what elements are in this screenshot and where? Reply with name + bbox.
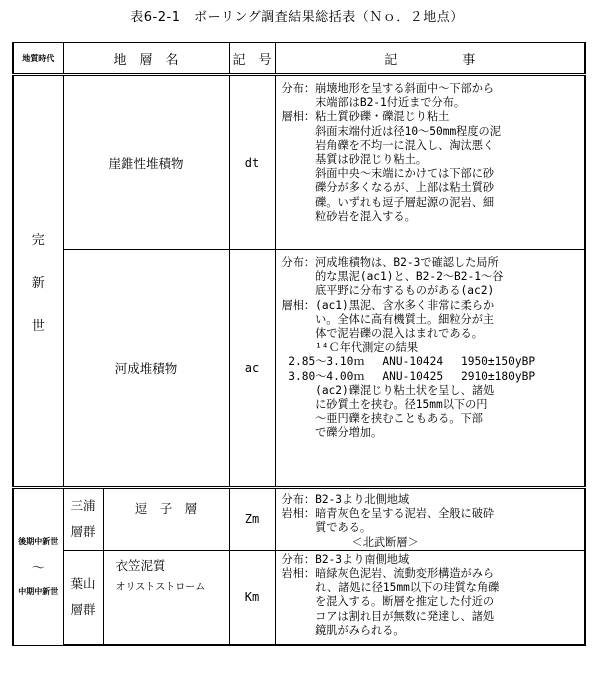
stratum-description [275, 550, 585, 645]
description-line: 礫分が多くなるが、上部は粘土質砂 [281, 181, 495, 195]
group-name-line: 層群 [70, 602, 96, 618]
description-line: 岩相：暗青灰色を呈する泥岩、全般に破砕 [281, 507, 495, 521]
table-row [13, 75, 585, 250]
description-line: 末端部はB2-1付近まで分布。 [281, 96, 466, 110]
description-line: 基質は砂混じり粘土。 [281, 153, 427, 167]
stratum-name-line: 衣笠泥質 [115, 557, 166, 573]
stratum-symbol: Zm [229, 488, 275, 551]
description-line: 2.85～3.10ｍ ANU-10424 1950±150yBP [281, 355, 536, 369]
description-line: 斜面中央～末端にかけては下部に砂 [281, 167, 495, 181]
table-row [13, 488, 585, 551]
fault-label: ＜北武断層＞ [351, 535, 419, 549]
group-name-line: 三浦 [70, 498, 96, 514]
description-line: 斜面末端付近は径10～50mm程度の泥 [281, 124, 501, 138]
description-line: 分布：河成堆積物は、B2-3で確認した局所 [281, 256, 499, 269]
description-line: に砂質土を挟む。径15mm以下の円 [281, 398, 488, 412]
header-era: 地質時代 [13, 43, 63, 75]
description-line: 礫。いずれも逗子層起源の泥岩、細 [281, 195, 495, 209]
table-row [13, 550, 585, 645]
description-line: 的な黒泥(ac1)と、B2-2～B2-1～谷 [281, 270, 504, 284]
description-line: 分布：B2-3より北側地域 [281, 493, 410, 506]
stratum-name-sub: オリストストローム [115, 581, 206, 593]
description-line: 岩相：暗緑灰色泥岩、流動変形構造がみら [281, 567, 495, 581]
description-line: 分布：崩壊地形を呈する斜面中～下部から [281, 82, 495, 95]
description-line: 粒砂岩を混入する。 [281, 209, 416, 223]
stratum-description [275, 488, 585, 551]
era-char: 完 [31, 232, 45, 248]
group-name-line: 葉山 [70, 576, 96, 592]
header-symbol: 記 号 [229, 43, 275, 75]
era-char: 世 [31, 318, 45, 334]
group-name [63, 550, 103, 645]
stratum-symbol: Km [229, 550, 275, 645]
description-line: 層相：粘土質砂礫・礫混じり粘土 [281, 110, 450, 124]
description-line: 体で泥岩礫の混入はまれである。 [281, 327, 483, 341]
group-name [63, 488, 103, 551]
table-row [13, 250, 585, 488]
description-line: 分布：B2-3より南側地域 [281, 552, 410, 566]
summary-table [12, 42, 586, 646]
stratum-description [275, 75, 585, 250]
header-row [13, 43, 585, 75]
description-line: 鏡肌がみられる。 [281, 623, 405, 637]
description-line: 3.80～4.00ｍ ANU-10425 2910±180yBP [281, 369, 536, 383]
stratum-name: 逗 子 層 [103, 488, 229, 551]
stratum-description [275, 250, 585, 488]
header-description: 記 事 [275, 43, 585, 75]
stratum-name [103, 550, 229, 645]
stratum-symbol: dt [229, 75, 275, 250]
era-char: ～ [31, 561, 45, 577]
description-line: (ac2)礫混じり粘土状を呈し、諸処 [281, 383, 495, 397]
header-strata: 地 層 名 [63, 43, 229, 75]
description-line: 層相：(ac1)黒泥、含水多く非常に柔らか [281, 298, 495, 312]
description-line: 質である。 [281, 521, 372, 535]
stratum-name: 河成堆積物 [63, 250, 229, 488]
description-line: 底平野に分布するものがある(ac2) [281, 284, 495, 298]
description-line: コアは割れ目が無数に発達し、諸処 [281, 609, 495, 623]
era-char: 新 [31, 275, 45, 291]
era-miocene [13, 488, 63, 646]
era-holocene [13, 75, 63, 488]
era-char: 後期中新世 [18, 537, 59, 547]
description-line: れ、諸処に径15mm以下の珪質な角礫 [281, 581, 500, 595]
description-line: ¹⁴Ｃ年代測定の結果 [281, 341, 419, 355]
description-line: 岩角礫を不均一に混入し、淘汰悪く [281, 138, 495, 152]
era-char: 中期中新世 [18, 587, 59, 597]
page-title: 表6-2-1 ボーリング調査結果総括表（Ｎｏ．２地点） [130, 10, 464, 25]
group-name-line: 層群 [70, 524, 96, 540]
description-line: ～亜円礫を挟むこともある。下部 [281, 412, 483, 426]
description-line: で礫分増加。 [281, 426, 383, 440]
stratum-name: 崖錐性堆積物 [63, 75, 229, 250]
description-line: を混入する。断層を推定した付近の [281, 595, 495, 609]
stratum-symbol: ac [229, 250, 275, 488]
description-line: い。全体に高有機質土。細粒分が主 [281, 312, 495, 326]
